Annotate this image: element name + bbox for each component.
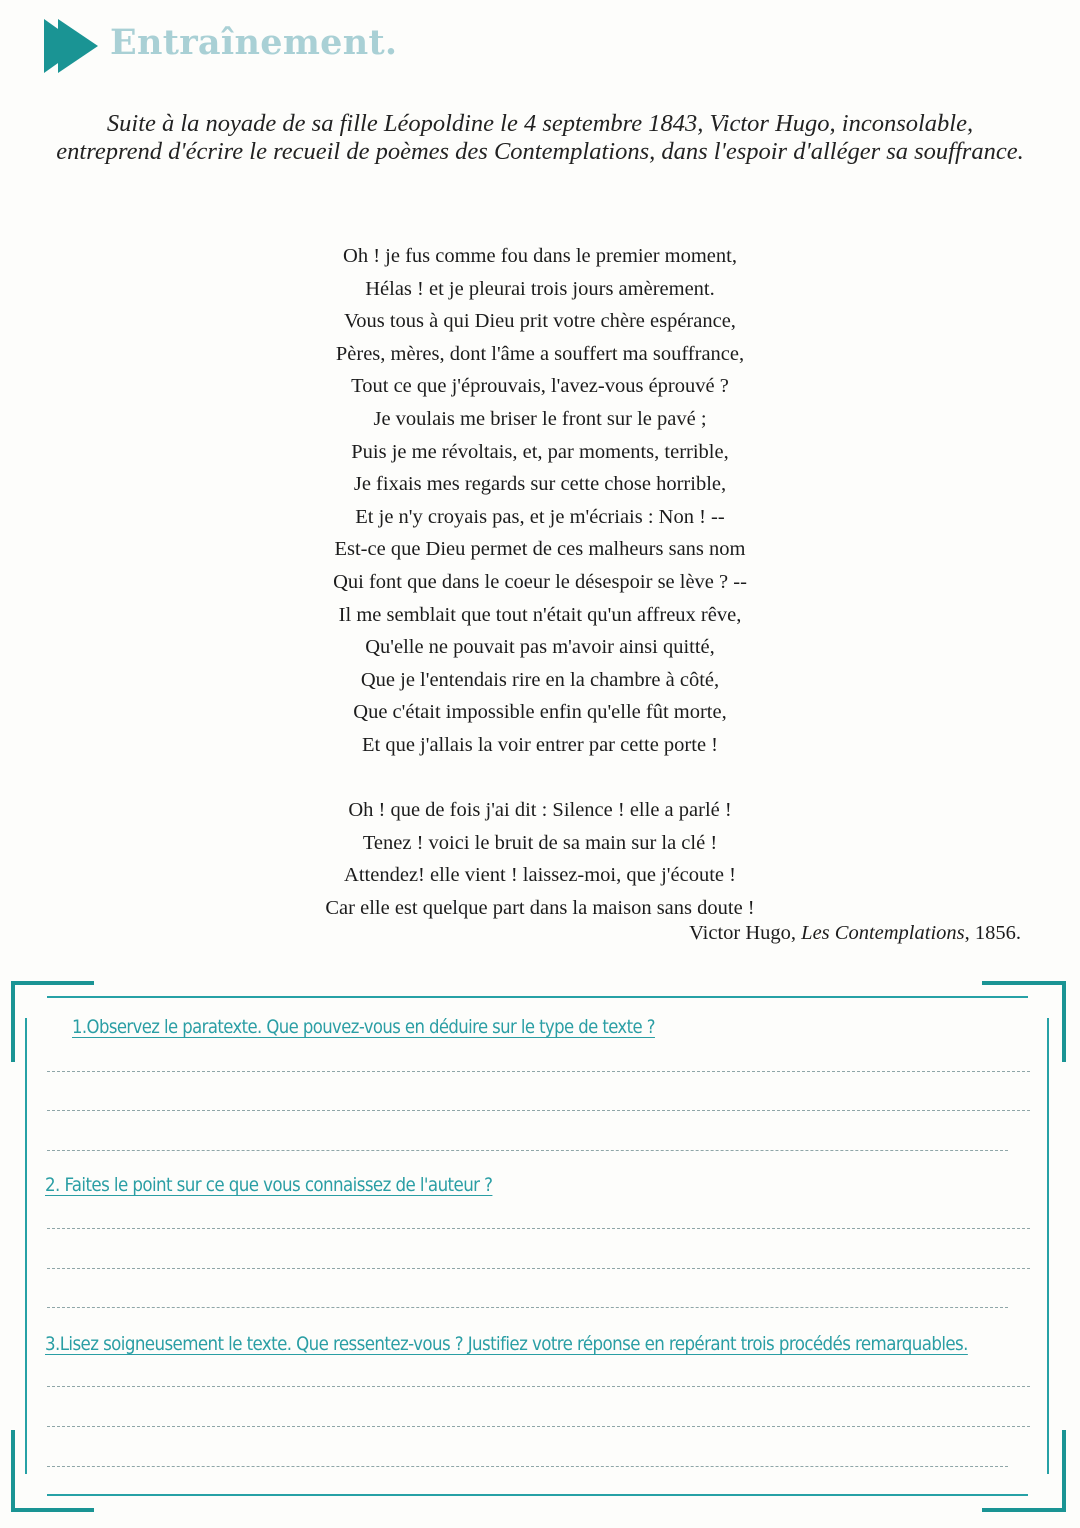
question-2 — [45, 1174, 492, 1196]
corner-top-left-v — [11, 981, 15, 1062]
answer-line[interactable] — [47, 1110, 1030, 1111]
question-number: 1. — [72, 1016, 87, 1038]
poem-line: Et je n'y croyais pas, et je m'écriais : Non ! -- — [355, 505, 725, 528]
answer-line[interactable] — [47, 1071, 1030, 1072]
poem-line: Qui font que dans le coeur le désespoir se lève ? -- — [333, 570, 747, 593]
answer-line[interactable] — [47, 1386, 1030, 1387]
header — [42, 17, 98, 75]
poem-line: Car elle est quelque part dans la maison sans doute ! — [325, 896, 755, 919]
corner-bottom-right-v — [1062, 1430, 1066, 1512]
answer-line[interactable] — [47, 1268, 1030, 1269]
answer-line[interactable] — [47, 1466, 1008, 1467]
answer-line[interactable] — [47, 1307, 1008, 1308]
corner-bottom-left-h — [11, 1508, 94, 1512]
poem-line: Que c'était impossible enfin qu'elle fût morte, — [353, 701, 727, 724]
question-3 — [45, 1333, 968, 1355]
intro-line: Suite à la noyade de sa fille Léopoldine le 4 septembre 1843, Victor Hugo, inconsolable, — [106, 110, 974, 137]
intro-line: entreprend d'écrire le recueil de poèmes des Contemplations, dans l'espoir d'alléger sa souffrance. — [56, 138, 1024, 165]
poem-signature — [689, 922, 1021, 945]
corner-top-right-v — [1062, 981, 1066, 1062]
poem-line: Vous tous à qui Dieu prit votre chère espérance, — [344, 310, 736, 333]
poem — [0, 240, 1080, 924]
poem-line: Et que j'allais la voir entrer par cette porte ! — [361, 733, 719, 756]
poem-line: Il me semblait que tout n'était qu'un affreux rêve, — [338, 603, 742, 626]
corner-bottom-right-h — [982, 1508, 1066, 1512]
answer-line[interactable] — [47, 1426, 1030, 1427]
poem-line: Que je l'entendais rire en la chambre à côté, — [360, 668, 720, 691]
poem-line: Je voulais me briser le front sur le pavé ; — [373, 407, 707, 430]
poem-line: Pères, mères, dont l'âme a souffert ma souffrance, — [335, 342, 745, 365]
poem-line: Oh ! je fus comme fou dans le premier moment, — [343, 245, 737, 267]
question-text: 3.Lisez soigneusement le texte. Que ressentez-vous ? Justifiez votre réponse en repérant trois procédés remarquables. — [45, 1333, 968, 1355]
page-title: Entraînement. — [110, 22, 398, 63]
fast-forward-icon — [42, 17, 98, 75]
poem-line: Tenez ! voici le bruit de sa main sur la clé ! — [362, 831, 718, 854]
answer-line[interactable] — [47, 1228, 1030, 1229]
poem-line: Tout ce que j'éprouvais, l'avez-vous éprouvé ? — [351, 375, 729, 398]
frame-bottom-rule — [47, 1494, 1028, 1496]
poem-line: Je fixais mes regards sur cette chose horrible, — [353, 473, 727, 496]
stanza-gap — [0, 762, 1080, 795]
frame-left-rule — [25, 1018, 27, 1474]
poem-line: Qu'elle ne pouvait pas m'avoir ainsi quitté, — [365, 636, 715, 659]
signature-year: , 1856. — [964, 922, 1021, 944]
signature-work: Les Contemplations — [801, 922, 965, 944]
frame-top-rule — [47, 996, 1028, 998]
corner-bottom-left-v — [11, 1430, 15, 1512]
corner-top-right-h — [982, 981, 1066, 985]
frame-right-rule — [1047, 1018, 1049, 1474]
poem-line: Hélas ! et je pleurai trois jours amèrement. — [365, 277, 715, 300]
poem-line: Oh ! que de fois j'ai dit : Silence ! elle a parlé ! — [348, 799, 732, 822]
question-text: 2. Faites le point sur ce que vous connaissez de l'auteur ? — [45, 1174, 493, 1196]
corner-top-left-h — [11, 981, 94, 985]
signature-author: Victor Hugo, — [689, 922, 802, 944]
question-1 — [72, 1016, 655, 1038]
question-text: Observez le paratexte. Que pouvez-vous en déduire sur le type de texte ? — [86, 1016, 655, 1038]
answer-line[interactable] — [47, 1150, 1008, 1151]
poem-line: Puis je me révoltais, et, par moments, terrible, — [351, 440, 729, 463]
poem-line: Attendez! elle vient ! laissez-moi, que j'écoute ! — [344, 864, 736, 887]
poem-line: Est-ce que Dieu permet de ces malheurs sans nom — [334, 538, 746, 561]
intro-paragraph — [20, 110, 1060, 166]
